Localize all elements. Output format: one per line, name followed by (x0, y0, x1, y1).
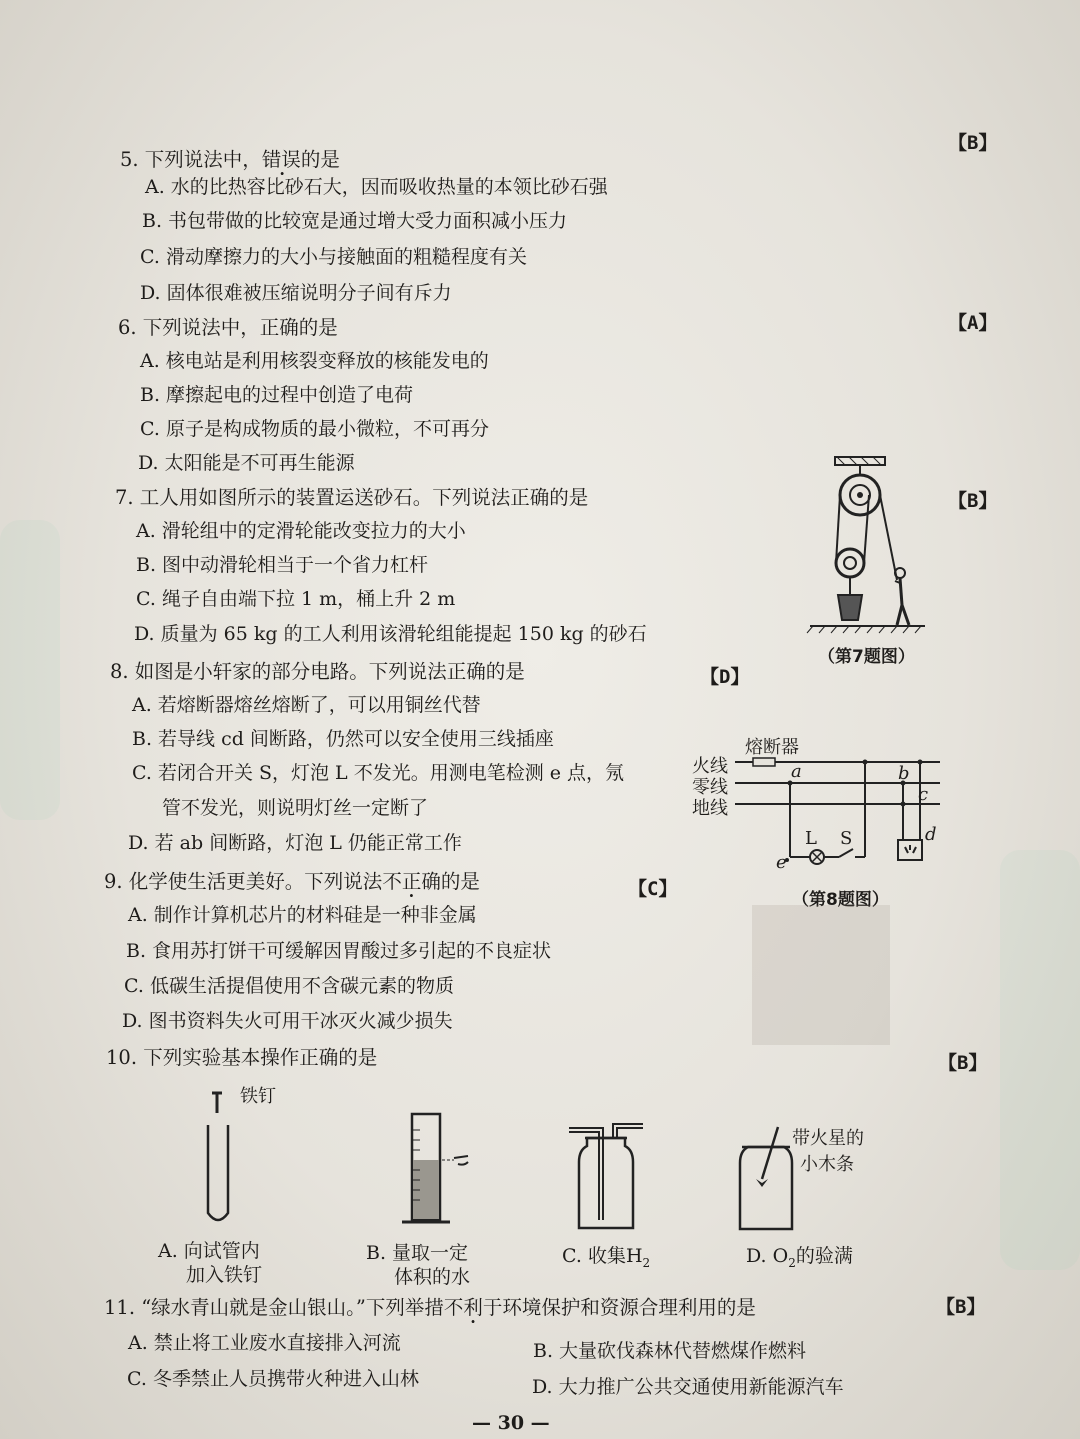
q9-stem (104, 872, 480, 892)
q7-option-c: C. 绳子自由端下拉 1 m，桶上升 2 m (136, 588, 456, 610)
q10-option-b-line2: 体积的水 (394, 1266, 471, 1288)
q11-option-c: C. 冬季禁止人员携带火种进入山林 (127, 1368, 419, 1390)
bleed-through-photo (752, 905, 890, 1045)
label-a: a (791, 761, 802, 782)
movable-pulley (836, 549, 864, 577)
watermark-right-2 (1000, 850, 1080, 1270)
q8-option-c: C. 若闭合开关 S，灯泡 L 不发光。用测电笔检测 e 点，氖 (132, 762, 625, 784)
q7-option-a: A. 滑轮组中的定滑轮能改变拉力的大小 (136, 520, 466, 542)
q10-option-c (562, 1247, 650, 1269)
page-number: — 30 — (472, 1412, 550, 1434)
q9-stem-emphasis: 不正确 (382, 870, 441, 893)
q8-answer: 【D】 (700, 666, 750, 688)
q7-figure-caption: （第7题图） (818, 647, 915, 667)
circuit-figure (735, 752, 945, 872)
q11-answer: 【B】 (936, 1296, 986, 1318)
graduated-cylinder-figure (400, 1110, 480, 1230)
q10-option-b-line1: B. 量取一定 (366, 1242, 469, 1264)
q5-option-c: C. 滑动摩擦力的大小与接触面的粗糙程度有关 (140, 246, 527, 268)
gas-jar (740, 1147, 792, 1229)
test-tube-figure (200, 1085, 240, 1230)
splint-label-1: 带火星的 (792, 1128, 864, 1149)
q8-option-b: B. 若导线 cd 间断路，仍然可以安全使用三线插座 (132, 728, 554, 750)
q5-stem-emphasis: 错误 (261, 148, 301, 171)
q5-option-b: B. 书包带做的比较宽是通过增大受力面积减小压力 (142, 210, 568, 232)
nail-label: 铁钉 (240, 1086, 276, 1107)
gas-bottle-figure (565, 1120, 655, 1235)
q5-option-d: D. 固体很难被压缩说明分子间有斥力 (140, 282, 452, 304)
q11-option-d: D. 大力推广公共交通使用新能源汽车 (532, 1376, 844, 1398)
label-ground-wire: 地线 (692, 798, 728, 819)
q5-stem-end: 的是 (300, 148, 340, 171)
q10-option-c-sub: 2 (642, 1255, 651, 1270)
wood-splint (762, 1127, 778, 1179)
q9-option-c: C. 低碳生活提倡使用不含碳元素的物质 (124, 975, 454, 997)
collection-bottle (579, 1138, 633, 1228)
watermark-right (826, 140, 908, 171)
q10-option-d-sub: 2 (788, 1255, 796, 1270)
label-fuse: 熔断器 (745, 737, 799, 758)
q6-option-b: B. 摩擦起电的过程中创造了电荷 (140, 384, 414, 406)
q8-option-c-cont: 管不发光，则说明灯丝一定断了 (162, 797, 429, 819)
q10-option-d-text: D. O (746, 1245, 789, 1267)
label-e: e (776, 852, 787, 873)
pulley-figure (805, 455, 935, 635)
q11-option-a: A. 禁止将工业废水直接排入河流 (128, 1332, 401, 1354)
eye-level (454, 1156, 468, 1165)
q11-stem (104, 1298, 756, 1318)
q6-answer: 【A】 (948, 312, 998, 334)
q5-answer: 【B】 (948, 132, 998, 154)
q5-option-a: A. 水的比热容比砂石大，因而吸收热量的本领比砂石强 (145, 176, 608, 198)
q9-stem-end: 的是 (440, 870, 480, 893)
label-neutral-wire: 零线 (692, 777, 728, 798)
q6-option-c: C. 原子是构成物质的最小微粒，不可再分 (140, 418, 489, 440)
sand-bucket (838, 595, 862, 620)
q6-option-d: D. 太阳能是不可再生能源 (138, 452, 355, 474)
splint-label-2: 小木条 (800, 1154, 854, 1175)
inlet-tube (569, 1132, 599, 1220)
label-d: d (925, 824, 937, 845)
label-S: S (840, 828, 853, 849)
q10-option-d (746, 1247, 853, 1269)
q10-stem: 10. 下列实验基本操作正确的是 (106, 1046, 378, 1069)
q5-stem (120, 150, 340, 170)
q6-stem: 6. 下列说法中，正确的是 (118, 316, 338, 339)
q9-answer: 【C】 (628, 878, 678, 900)
watermark-left (0, 520, 60, 820)
q11-stem-end: 环境保护和资源合理利用的是 (502, 1296, 756, 1319)
q8-option-d: D. 若 ab 间断路，灯泡 L 仍能正常工作 (128, 832, 462, 854)
q11-option-b: B. 大量砍伐森林代替燃煤作燃料 (533, 1340, 807, 1362)
q7-option-d: D. 质量为 65 kg 的工人利用该滑轮组能提起 150 kg 的砂石 (134, 623, 647, 645)
q8-option-a: A. 若熔断器熔丝熔断了，可以用铜丝代替 (132, 694, 481, 716)
q10-option-c-text: C. 收集H (562, 1245, 643, 1267)
q7-stem: 7. 工人用如图所示的装置运送砂石。下列说法正确的是 (115, 486, 589, 509)
q8-stem: 8. 如图是小轩家的部分电路。下列说法正确的是 (110, 660, 525, 683)
test-tube (208, 1125, 228, 1220)
label-b: b (898, 763, 910, 784)
q10-answer: 【B】 (938, 1052, 988, 1074)
q8-figure-caption: （第8题图） (792, 890, 889, 910)
switch-S (839, 849, 853, 857)
q6-option-a: A. 核电站是利用核裂变释放的核能发电的 (140, 350, 489, 372)
q11-stem-emphasis: 不利于 (443, 1296, 503, 1319)
label-L: L (805, 828, 817, 849)
q5-stem-text: 5. 下列说法中， (120, 148, 262, 171)
q9-option-a: A. 制作计算机芯片的材料硅是一种非金属 (128, 904, 477, 926)
q11-stem-text: 11. “绿水青山就是金山银山。”下列举措 (104, 1296, 444, 1319)
q9-stem-text: 9. 化学使生活更美好。下列说法 (104, 870, 383, 893)
q9-option-d: D. 图书资料失火可用干冰灭火减少损失 (122, 1010, 453, 1032)
q10-option-a-line2: 加入铁钉 (186, 1264, 263, 1286)
q9-option-b: B. 食用苏打饼干可缓解因胃酸过多引起的不良症状 (126, 940, 552, 962)
fuse (753, 758, 775, 766)
q10-option-d-end: 的验满 (795, 1245, 853, 1267)
q10-option-a-line1: A. 向试管内 (158, 1240, 260, 1262)
q7-option-b: B. 图中动滑轮相当于一个省力杠杆 (136, 554, 429, 576)
label-live-wire: 火线 (692, 756, 728, 777)
q7-answer: 【B】 (948, 490, 998, 512)
label-c: c (918, 784, 929, 805)
